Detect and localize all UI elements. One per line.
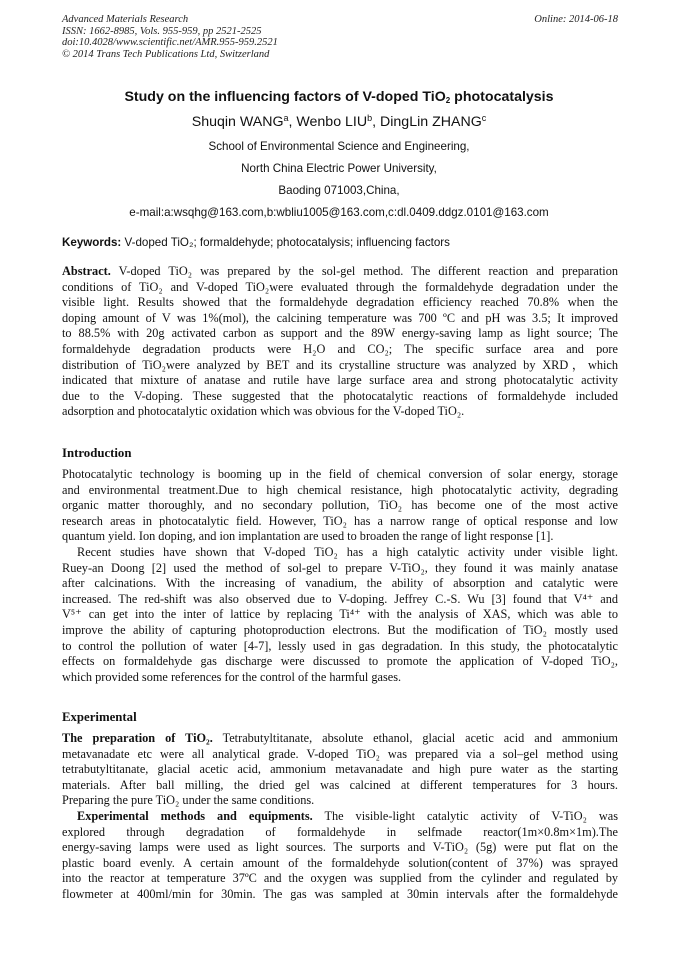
abstract-line: formaldehyde degradation products were H₂O and CO₂; The specific surface area and pore	[62, 341, 618, 356]
author: Shuqin WANG$^a$,	[191, 113, 297, 130]
author: DingLin ZHANG$^c$	[380, 113, 487, 130]
exp-line: metavanadate etc were all analytical grade. V-doped TiO₂ was prepared via a sol–gel method using	[62, 746, 618, 761]
intro-line: improve the ability of capturing photoproduction electrons. But the modification of TiO₂ mostly used	[62, 622, 618, 637]
exp-line: tetrabutyltitanate, glacial acetic acid, ammonium metavanadate and high pure water as the starting	[62, 762, 618, 777]
exp-line: The preparation of TiO₂. Tetrabutyltitanate, absolute ethanol, glacial acetic acid and ammonium	[62, 731, 618, 745]
keywords-label: Keywords:	[62, 236, 122, 249]
abstract-line: visible light. Results showed that the formaldehyde degradation efficiency reached 70.8% when the	[62, 295, 618, 310]
exp-line: materials. After ball milling, the dried gel was calcined at different temperatures for 3 hours.	[62, 777, 618, 792]
affiliation-university: North China Electric Power University,	[241, 162, 437, 175]
intro-line: Photocatalytic technology is booming up in the field of chemical conversion of solar energy, storage	[62, 467, 618, 481]
abstract-line: distribution of TiO₂were analyzed by BET and its crystalline structure was analyzed by XRD，which	[62, 357, 618, 372]
abstract-line: to 88.5% with 20g activated carbon as support and the 89W energy-saving lamp as light source; The	[62, 326, 618, 341]
intro-line: increased. The red-shift was also observed due to V-doping. Jeffrey C.-S. Wu [3] found that V⁴⁺ and	[62, 591, 618, 606]
abstract-line: adsorption and photocatalytic oxidation which was obvious for the V-doped TiO₂.	[62, 404, 465, 419]
exp-line: energy-saving lamps were used as light sources. The surports and V-TiO₂ (5g) were put flat on the	[62, 840, 618, 855]
intro-line: which provided some references for the control of the harmful gases.	[62, 669, 402, 684]
abstract-line: due to the V-doping. These suggested that the photocatalytic reactions of formaldehyde included	[62, 388, 618, 403]
journal-issn: ISSN: 1662-8985, Vols. 955-959, pp 2521-2525	[62, 25, 262, 37]
keywords-text: V-doped TiO₂; formaldehyde; photocatalysis; influencing factors	[121, 236, 450, 249]
abstract-line: doping amount of V was 1%(mol), the calcining temperature was 700 ºC and pH was 3.5; It improved	[62, 310, 618, 325]
preparation-label: The preparation of TiO₂.	[62, 731, 213, 745]
exp-line: Experimental methods and equipments. The visible-light catalytic activity of V-TiO₂ was	[77, 808, 618, 823]
exp-line: flowmeter at 400ml/min for 30min. The gas was sampled at 30min intervals after the formaldehyde	[62, 886, 618, 901]
keywords	[62, 236, 618, 249]
exp-line: explored through degradation of formaldehyde in selfmade reactor(1m×0.8m×1m).The	[62, 824, 618, 839]
abstract-line: conditions of TiO₂ and V-doped TiO₂were evaluated through the formaldehyde degradation under the	[62, 279, 618, 294]
exp-line: plastic board evenly. A certain amount of the formaldehyde solution(content of 37%) was sprayed	[62, 855, 618, 870]
experimental-heading: Experimental	[62, 710, 137, 724]
paper-title: Study on the influencing factors of V-doped TiO$_2$ photocatalysis	[124, 89, 554, 105]
intro-line: Ruey-an Doong [2] used the method of sol-gel to prepare V-TiO₂, they found it was mainly anatase	[62, 560, 618, 575]
exp-line: Preparing the pure TiO₂ under the same conditions.	[62, 793, 315, 808]
abstract-line: indicated that mixture of anatase and rutile have large surface area and strong photocatalytic activity	[62, 373, 618, 388]
intro-line: Recent studies have shown that V-doped TiO₂ has a high catalytic activity under visible light.	[77, 544, 618, 559]
exp-line: into the reactor at temperature 37ºC and the oxygen was supplied from the cylinder and regulated by	[62, 871, 618, 886]
intro-line: effects on formaldehyde gas discharge were discussed to promote the application of V-doped TiO₂,	[62, 654, 618, 669]
intro-line: and environmental treatment.Due to high chemical resistance, high photocatalytic activity, degrading	[62, 482, 618, 497]
affiliation-email: e-mail:a:wsqhg@163.com,b:wbliu1005@163.com,c:dl.0409.ddgz.0101@163.com	[129, 206, 549, 219]
abstract-label: Abstract.	[62, 264, 111, 278]
abstract-line: Abstract. V-doped TiO₂ was prepared by the sol-gel method. The different reaction and preparation	[62, 264, 618, 278]
affiliation-school: School of Environmental Science and Engineering,	[208, 140, 470, 153]
journal-doi: doi:10.4028/www.scientific.net/AMR.955-959.2521	[62, 37, 278, 49]
intro-line: to control the pollution of water [4-7], lessly used in gas degradation. In this study, the photocatalytic	[62, 638, 618, 653]
author-list	[0, 114, 678, 130]
intro-line: quantum yield. Ion doping, and ion implantation are used to broaden the range of light response [1].	[62, 529, 554, 544]
intro-line: organic matter thoroughly, and no secondary pollution, TiO₂ has become one of the most active	[62, 498, 618, 513]
introduction-heading: Introduction	[62, 446, 132, 460]
author: Wenbo LIU$^b$,	[296, 113, 381, 130]
methods-label: Experimental methods and equipments.	[77, 808, 313, 823]
introduction-body	[62, 467, 618, 685]
experimental-body	[62, 731, 618, 903]
online-date: Online: 2014-06-18	[534, 14, 618, 25]
journal-name: Advanced Materials Research	[62, 14, 189, 25]
intro-line: after calcinations. With the increasing of vanadium, the ability of absorption and catalytic were	[62, 576, 618, 591]
journal-copyright: © 2014 Trans Tech Publications Ltd, Switzerland	[62, 48, 270, 60]
intro-line: research areas in photocatalytic field. However, TiO₂ has a narrow range of optical response and low	[62, 513, 618, 528]
intro-line: V⁵⁺ can get into the inter of lattice by replacing Ti⁴⁺ with the analysis of XAS, which was able to	[62, 607, 618, 622]
affiliation-city: Baoding 071003,China,	[278, 184, 400, 197]
abstract	[62, 264, 618, 420]
journal-header	[62, 14, 618, 60]
